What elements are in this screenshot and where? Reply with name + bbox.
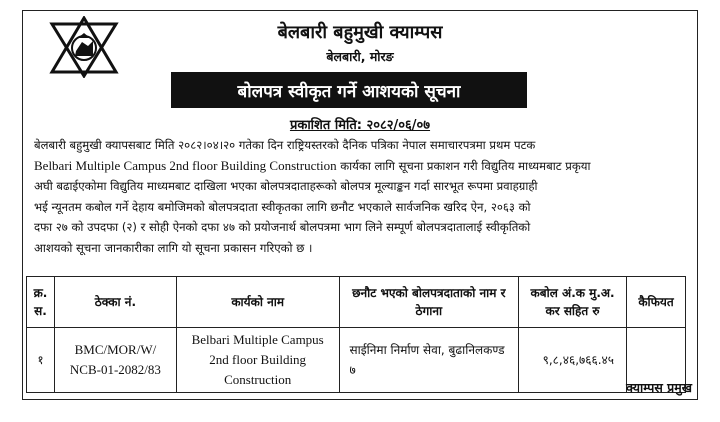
body-line-4: भई न्यूनतम कबोल गर्ने देहाय बमोजिमको बोलपत्रदाता स्वीकृतका लागि छनौट भएकाले सार्वजनिक खरिद ऐन, २०६३ को (34, 199, 531, 214)
body-line-1: बेलबारी बहुमुखी क्यापसबाट मिति २०८२।०४।२० गतेका दिन राष्ट्रियस्तरको दैनिक पत्रिका नेपाल समाचारपत्रमा प्रथम पटक (34, 138, 536, 152)
cell-work-name: Belbari Multiple Campus 2nd floor Building Construction (176, 328, 339, 393)
header-contract-no: ठेक्का नं. (54, 277, 176, 328)
campus-address: बेलबारी, मोरङ (326, 49, 394, 64)
body-line-3: अघी बढाईएकोमा विद्युतिय माध्यमबाट दाखिला भएका बोलपत्रदाताहरूको बोलपत्र मूल्याङ्कन गर्दा सारभूत रूपमा प्रवाहग्राही (34, 179, 538, 194)
header-bidder: छनौट भएको बोलपत्रदाताको नाम र ठेगाना (339, 277, 519, 328)
body-line-2 (34, 156, 688, 177)
notice-title: बोलपत्र स्वीकृत गर्ने आशयको सूचना (171, 72, 527, 108)
header-sn: क्र. स. (27, 277, 55, 328)
header-amount: कबोल अं.क मु.अ. कर सहित रु (519, 277, 627, 328)
project-name: Belbari Multiple Campus 2nd floor Building Construction (34, 157, 337, 173)
contract-table (26, 276, 686, 393)
cell-bidder: साईनिमा निर्माण सेवा, बुढानिलकण्ड ७ (339, 328, 519, 393)
body-line-6: आशयको सूचना जानकारीका लागि यो सूचना प्रकासन गरिएको छ । (34, 240, 313, 255)
signature-campus-chief: क्याम्पस प्रमुख (626, 380, 692, 395)
header-work-name: कार्यको नाम (176, 277, 339, 328)
table-row (27, 328, 686, 393)
cell-sn: १ (27, 328, 55, 393)
table-header-row (27, 277, 686, 328)
header-remarks: कैफियत (627, 277, 686, 328)
published-date: प्रकाशित मिति: २०८२/०६/०७ (289, 118, 431, 133)
body-line-2-text: कार्यका लागि सूचना प्रकाशन गरी विद्युतिय माध्यमबाट प्रकृया (336, 158, 591, 173)
campus-name: बेलबारी बहुमुखी क्याम्पस (277, 22, 443, 43)
body-line-5: दफा २७ को उपदफा (२) र सोही ऐनको दफा ४७ को प्रयोजनार्थ बोलपत्रमा भाग लिने सम्पूर्ण बोलपत्रदातालाई स्वीकृतिको (34, 220, 531, 235)
cell-contract-no: BMC/MOR/W/ NCB-01-2082/83 (54, 328, 176, 393)
notice-body (34, 135, 688, 259)
cell-amount: ९,८,४६,७६६.४५ (519, 328, 627, 393)
